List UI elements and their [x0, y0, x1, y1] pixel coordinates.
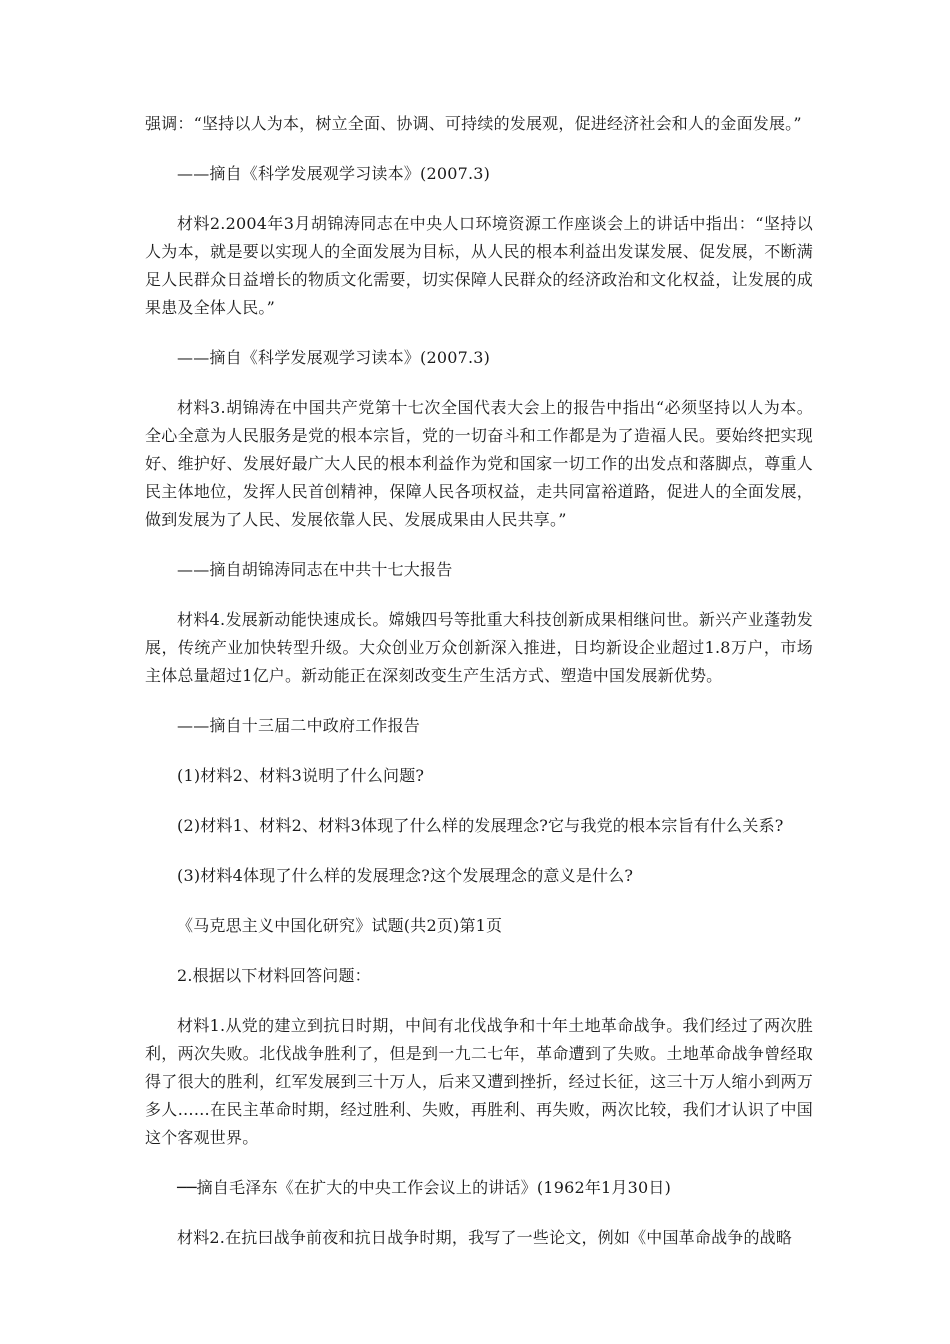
source-citation: ——摘自十三届二中政府工作报告 — [177, 716, 421, 735]
question-1: (1)材料2、材料3说明了什么问题? — [177, 766, 425, 785]
section-2-material-1-paragraph: 材料1.从党的建立到抗日时期，中间有北伐战争和十年土地革命战争。我们经过了两次胜利，两次失败。北伐战争胜利了，但是到一九二七年，革命遭到了失败。土地革命战争曾经取得了很大的胜利，红军发展到三十万人，后来又遭到挫折，经过长征，这三十万人缩小到两万多人……在民主革命时期，经过胜利、失败，再胜利、再失败，两次比较，我们才认识了中国这个客观世界。 — [145, 1016, 813, 1147]
source-citation: ——摘自《科学发展观学习读本》(2007.3) — [177, 348, 491, 367]
page-footer-label: 《马克思主义中国化研究》试题(共2页)第1页 — [177, 916, 503, 935]
material-3-paragraph: 材料3.胡锦涛在中国共产党第十七次全国代表大会上的报告中指出“必须坚持以人为本。全心全意为人民服务是党的根本宗旨，党的一切奋斗和工作都是为了造福人民。要始终把实现好、维护好、发展好最广大人民的根本利益作为党和国家一切工作的出发点和落脚点，尊重人民主体地位，发挥人民首创精神，保障人民各项权益，走共同富裕道路，促进人的全面发展，做到发展为了人民、发展依靠人民、发展成果由人民共享。” — [145, 398, 813, 529]
source-citation: ——摘自《科学发展观学习读本》(2007.3) — [177, 164, 491, 183]
source-citation: ──摘自毛泽东《在扩大的中央工作会议上的讲话》(1962年1月30日) — [177, 1178, 672, 1197]
material-4-paragraph: 材料4.发展新动能快速成长。嫦娥四号等批重大科技创新成果相继问世。新兴产业蓬勃发展，传统产业加快转型升级。大众创业万众创新深入推进，日均新设企业超过1.8万户，市场主体总量超过1亿户。新动能正在深刻改变生产生活方式、塑造中国发展新优势。 — [145, 610, 813, 685]
question-3: (3)材料4体现了什么样的发展理念?这个发展理念的意义是什么? — [177, 866, 634, 885]
section-2-material-2-paragraph: 材料2.在抗曰战争前夜和抗日战争时期，我写了一些论文，例如《中国革命战争的战略 — [177, 1228, 793, 1247]
document-page — [145, 110, 813, 1274]
paragraph-emphasis-quote: 强调：“坚持以人为本，树立全面、协调、可持续的发展观，促进经济社会和人的金面发展。” — [145, 114, 802, 133]
question-2: (2)材料1、材料2、材料3体现了什么样的发展理念?它与我党的根本宗旨有什么关系? — [177, 816, 784, 835]
source-citation: ——摘自胡锦涛同志在中共十七大报告 — [177, 560, 453, 579]
section-2-heading: 2.根据以下材料回答问题： — [177, 966, 371, 985]
material-2-paragraph: 材料2.2004年3月胡锦涛同志在中央人口环境资源工作座谈会上的讲话中指出：“坚持以人为本，就是要以实现人的全面发展为目标，从人民的根本利益出发谋发展、促发展，不断满足人民群众日益增长的物质文化需要，切实保障人民群众的经济政治和文化权益，让发展的成果患及全体人民。” — [145, 214, 813, 317]
